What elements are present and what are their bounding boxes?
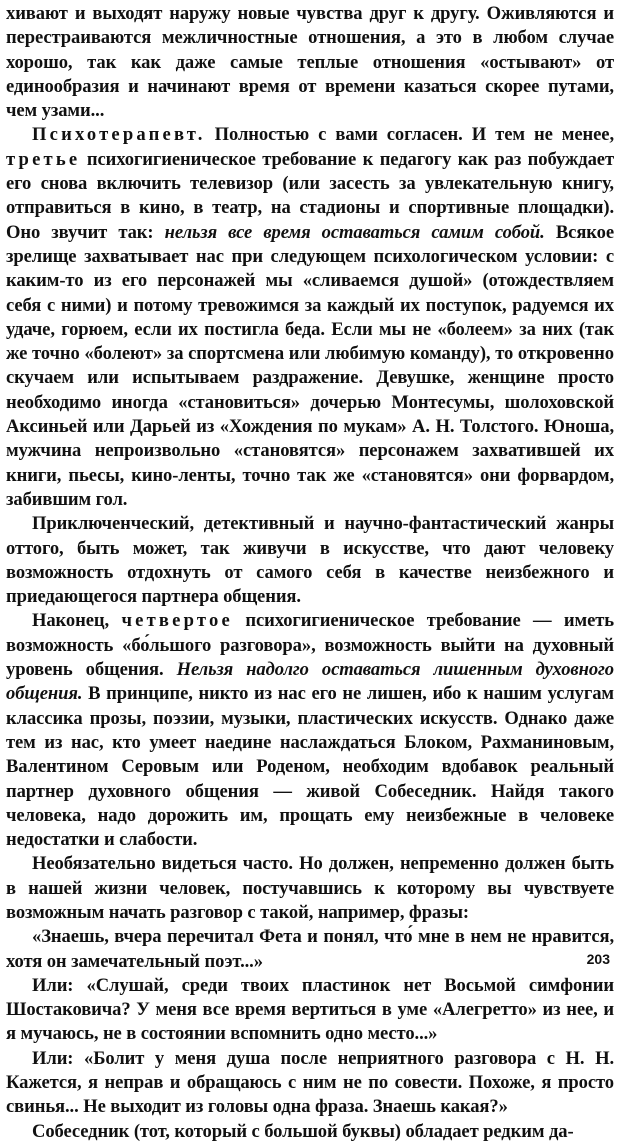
italic-emphasis: Нельзя надолго оставаться лишенным духовного общения.: [6, 659, 614, 705]
text-run: Полностью с вами согласен. И тем не менее,: [205, 124, 614, 146]
text-run: Или: «Болит у меня душа после неприятного разговора с Н. Н. Кажется, я неправ и обращаюсь с ним не по совести. Похоже, я просто свинья... Не выходит из головы одна фраза. Знаешь какая?»: [6, 1047, 614, 1118]
paragraph: [6, 2, 614, 123]
italic-emphasis: нельзя все время оставаться самим собой.: [164, 221, 545, 243]
body-text: [6, 2, 614, 1144]
text-run: психогигиеническое требование к педагогу как раз побуждает его снова включить телевизор (или засесть за увлекательную книгу, отправиться в кино, в театр, на стадионы и спортивные площадки). Оно звучит так:: [6, 148, 614, 243]
text-run: Всякое зрелище захватывает нас при следующем психологическом условии: с каким-то из его персонажей мы «сливаемся душой» (отождествляем себя с ними) и потому тревожимся за каждый их поступок, радуемся их удаче, горюем, если их постигла беда. Если мы не «болеем» за них (так же точно «болеют» за спортсмена или любимую команду), то откровенно скучаем или испытываем раздражение. Девушке, женщине просто необходимо иногда «становиться» дочерью Монтесумы, шолоховской Аксиньей или Дарьей из «Хождения по мукам» А. Н. Толстого. Юноша, мужчина непроизвольно «становятся» персонажем захватившей их книги, пьесы, кинo-ленты, точно так же «становятся» они форвардом, забившим гол.: [6, 221, 615, 510]
text-run: психогигиеническое требование — иметь возможность «бо́льшого разговора», возможность выйти на духовный уровень общения.: [6, 610, 614, 681]
paragraph: [6, 925, 614, 974]
page-number: 203: [586, 951, 610, 967]
paragraph: [6, 1120, 614, 1144]
paragraph: [6, 512, 614, 609]
text-run: Или: «Слушай, среди твоих пластинок нет Восьмой симфонии Шостаковича? У меня все время вертиться в уме «Алегретто» из нее, и я мучаюсь, не в состоянии вспомнить одно место...»: [6, 974, 614, 1045]
text-run: Собеседник (тот, который с большой буквы) обладает редким да-: [32, 1120, 574, 1142]
spaced-emphasis: Психотерапевт.: [32, 124, 206, 146]
spaced-emphasis: третье: [6, 148, 81, 170]
text-run: Наконец,: [32, 610, 122, 632]
paragraph: [6, 1047, 614, 1120]
text-run: Необязательно видеться часто. Но должен, непременно должен быть в нашей жизни человек, постучавшись к которому вы чувствуете возможным начать разговор с такой, например, фразы:: [6, 853, 614, 923]
paragraph: [6, 609, 614, 852]
spaced-emphasis: четвертое: [121, 610, 233, 632]
paragraph: [6, 974, 614, 1047]
paragraph: [6, 852, 614, 925]
text-run: хивают и выходят наружу новые чувства друг к другу. Оживляются и перестраиваются межличностные отношения, а это в любом случае хорошо, так как даже самые теплые отношения «остывают» от единообразия и начинают время от времени казаться скорее путами, чем узами...: [6, 3, 614, 122]
paragraph: [6, 123, 614, 512]
text-run: Приключенческий, детективный и научно-фантастический жанры оттого, быть может, так живучи в искусстве, что дают человеку возможность отдохнуть от самого себя в качестве неизбежного и приедающегося партнера общения.: [6, 513, 614, 608]
text-run: В принципе, никто из нас его не лишен, ибо к нашим услугам классика прозы, поэзии, музыки, пластических искусств. Однако даже тем из нас, кто умеет наедине наслаждаться Блоком, Рахманиновым, Валентином Серовым или Роденом, необходим вдобавок реальный партнер духовного общения — живой Собеседник. Найдя такого человека, надо дорожить им, прощать ему неизбежные в человеке недостатки и слабости.: [6, 683, 614, 851]
text-run: «Знаешь, вчера перечитал Фета и понял, что́ мне в нем не нравится, хотя он замечательный поэт...»: [6, 926, 614, 972]
